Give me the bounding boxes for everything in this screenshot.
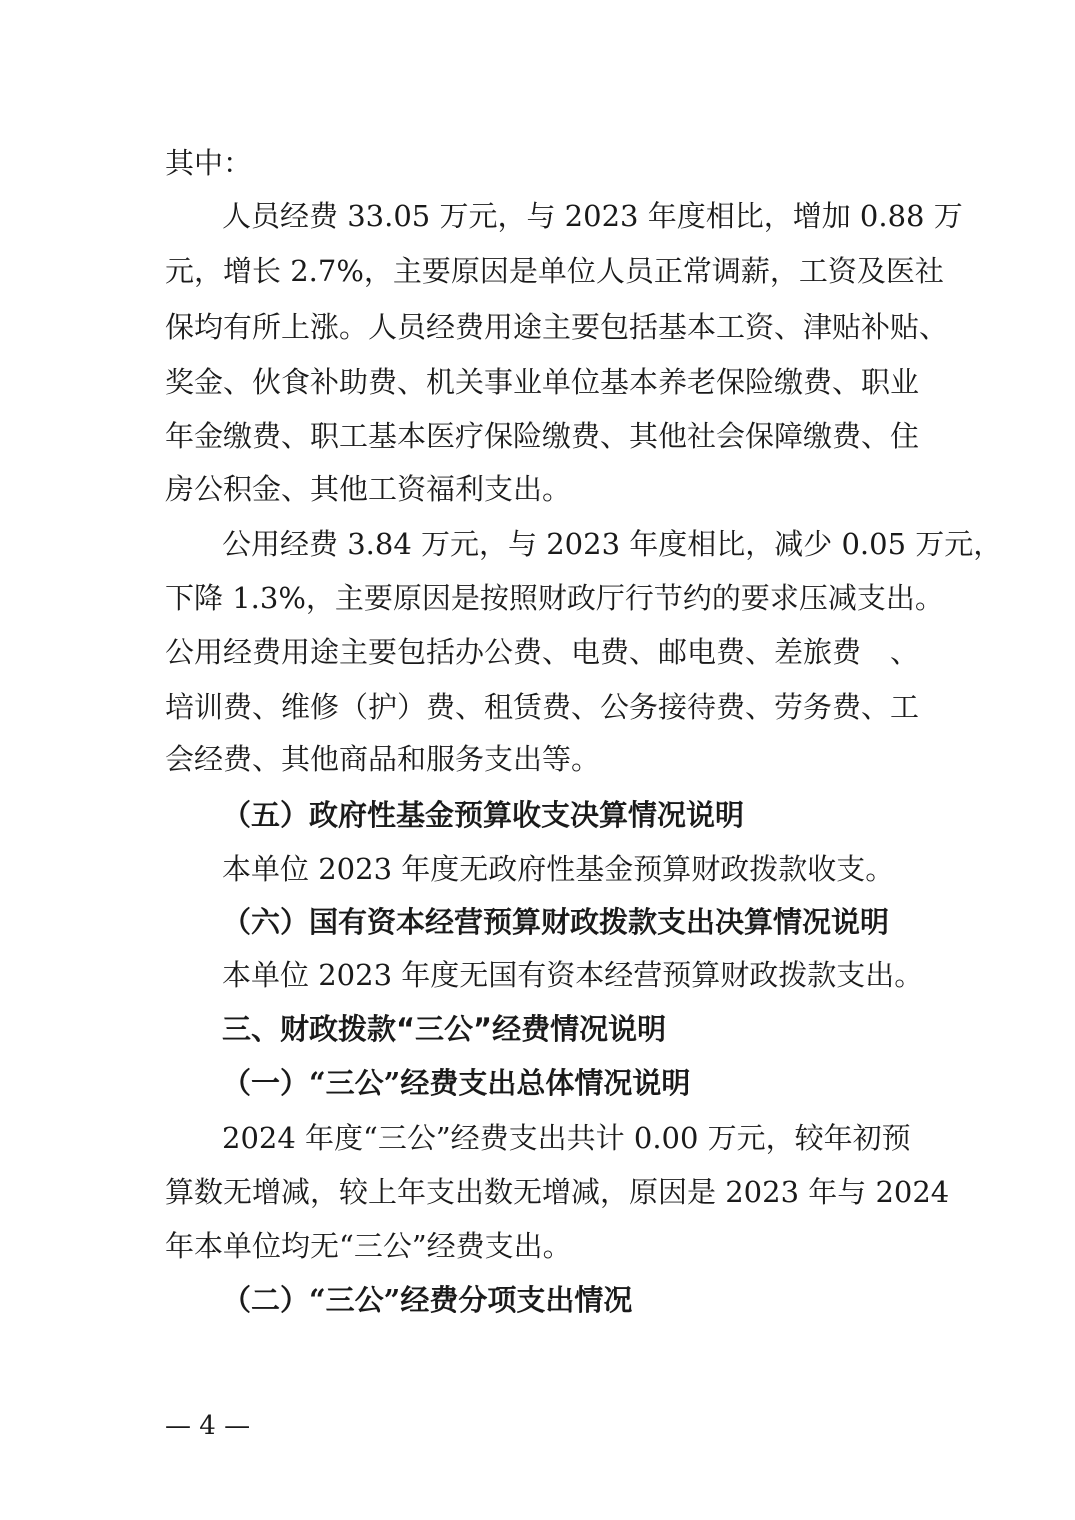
paragraph-line: 本单位 2023 年度无国有资本经营预算财政拨款支出。 (222, 958, 924, 992)
paragraph-line: 会经费、其他商品和服务支出等。 (165, 742, 601, 776)
paragraph-line: 元，增长 2.7%，主要原因是单位人员正常调薪，工资及医社 (165, 254, 944, 288)
paragraph-line: 培训费、维修（护）费、租赁费、公务接待费、劳务费、工 (165, 690, 920, 724)
page-number: — 4 — (165, 1411, 251, 1441)
paragraph-line: 2024 年度“三公”经费支出共计 0.00 万元，较年初预 (222, 1121, 911, 1155)
section-heading: （二）“三公”经费分项支出情况 (222, 1283, 633, 1317)
paragraph-line: 年金缴费、职工基本医疗保险缴费、其他社会保障缴费、住 (165, 419, 920, 453)
text-line: 其中： (165, 146, 253, 180)
paragraph-line: 房公积金、其他工资福利支出。 (165, 472, 572, 506)
paragraph-line: 下降 1.3%，主要原因是按照财政厅行节约的要求压减支出。 (165, 581, 944, 615)
paragraph-line: 保均有所上涨。人员经费用途主要包括基本工资、津贴补贴、 (165, 310, 949, 344)
chapter-heading: 三、财政拨款“三公”经费情况说明 (222, 1012, 667, 1046)
section-heading: （一）“三公”经费支出总体情况说明 (222, 1066, 691, 1100)
section-heading: （五）政府性基金预算收支决算情况说明 (222, 798, 745, 832)
paragraph-line: 奖金、伙食补助费、机关事业单位基本养老保险缴费、职业 (165, 365, 920, 399)
paragraph-line: 年本单位均无“三公”经费支出。 (165, 1229, 572, 1263)
paragraph-line: 本单位 2023 年度无政府性基金预算财政拨款收支。 (222, 852, 895, 886)
paragraph-line: 公用经费用途主要包括办公费、电费、邮电费、差旅费 、 (165, 635, 920, 669)
paragraph-line: 算数无增减，较上年支出数无增减，原因是 2023 年与 2024 (165, 1175, 950, 1209)
section-heading: （六）国有资本经营预算财政拨款支出决算情况说明 (222, 905, 890, 939)
paragraph-line: 人员经费 33.05 万元，与 2023 年度相比，增加 0.88 万 (222, 199, 963, 233)
paragraph-line: 公用经费 3.84 万元，与 2023 年度相比，减少 0.05 万元， (222, 527, 1003, 561)
